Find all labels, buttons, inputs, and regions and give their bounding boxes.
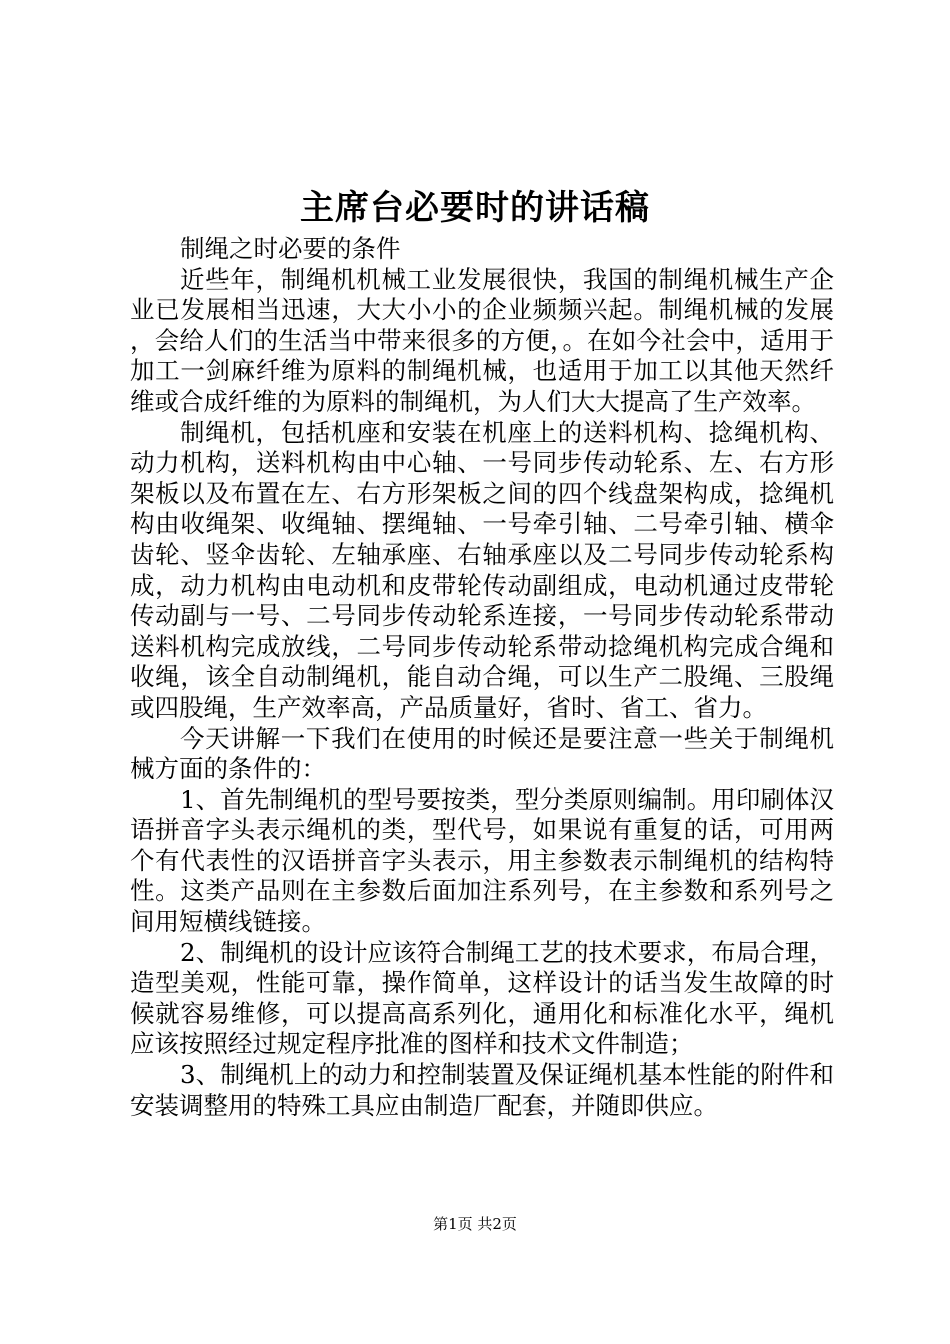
paragraph-item-2: 2、制绳机的设计应该符合制绳工艺的技术要求，布局合理，造型美观，性能可靠，操作简单，这样设计的话当发生故障的时候就容易维修，可以提高高系列化，通用化和标准化水平，绳机应该按照经过规定程序批准的图样和技术文件制造； [130,937,834,1059]
paragraph-subtitle: 制绳之时必要的条件 [180,234,401,263]
paragraph-today-explain: 今天讲解一下我们在使用的时候还是要注意一些关于制绳机械方面的条件的： [130,723,834,784]
paragraph-intro: 近些年，制绳机机械工业发展很快，我国的制绳机械生产企业已发展相当迅速，大大小小的企业频频兴起。制绳机械的发展，会给人们的生活当中带来很多的方便，。在如今社会中，适用于加工一剑麻纤维为原料的制绳机械，也适用于加工以其他天然纤维或合成纤维的为原料的制绳机，为人们大大提高了生产效率。 [130,264,834,416]
page-footer: 第1页 共2页 [433,1215,517,1233]
paragraph-item-3: 3、制绳机上的动力和控制装置及保证绳机基本性能的附件和安装调整用的特殊工具应由制造厂配套，并随即供应。 [130,1060,834,1120]
paragraph-item-1: 1、首先制绳机的型号要按类，型分类原则编制。用印刷体汉语拼音字头表示绳机的类，型代号，如果说有重复的话，可用两个有代表性的汉语拼音字头表示，用主参数表示制绳机的结构特性。这类产品则在主参数后面加注系列号，在主参数和系列号之间用短横线链接。 [130,784,834,937]
document-body [130,234,834,1121]
paragraph-machine-structure: 制绳机，包括机座和安装在机座上的送料机构、捻绳机构、动力机构，送料机构由中心轴、一号同步传动轮系、左、右方形架板以及布置在左、右方形架板之间的四个线盘架构成，捻绳机构由收绳架、收绳轴、摆绳轴、一号牵引轴、二号牵引轴、横伞齿轮、竖伞齿轮、左轴承座、右轴承座以及二号同步传动轮系构成，动力机构由电动机和皮带轮传动副组成，电动机通过皮带轮传动副与一号、二号同步传动轮系连接，一号同步传动轮系带动送料机构完成放线，二号同步传动轮系带动捻绳机构完成合绳和收绳，该全自动制绳机，能自动合绳，可以生产二股绳、三股绳或四股绳，生产效率高，产品质量好，省时、省工、省力。 [130,417,834,722]
document-title: 主席台必要时的讲话稿 [300,188,650,228]
